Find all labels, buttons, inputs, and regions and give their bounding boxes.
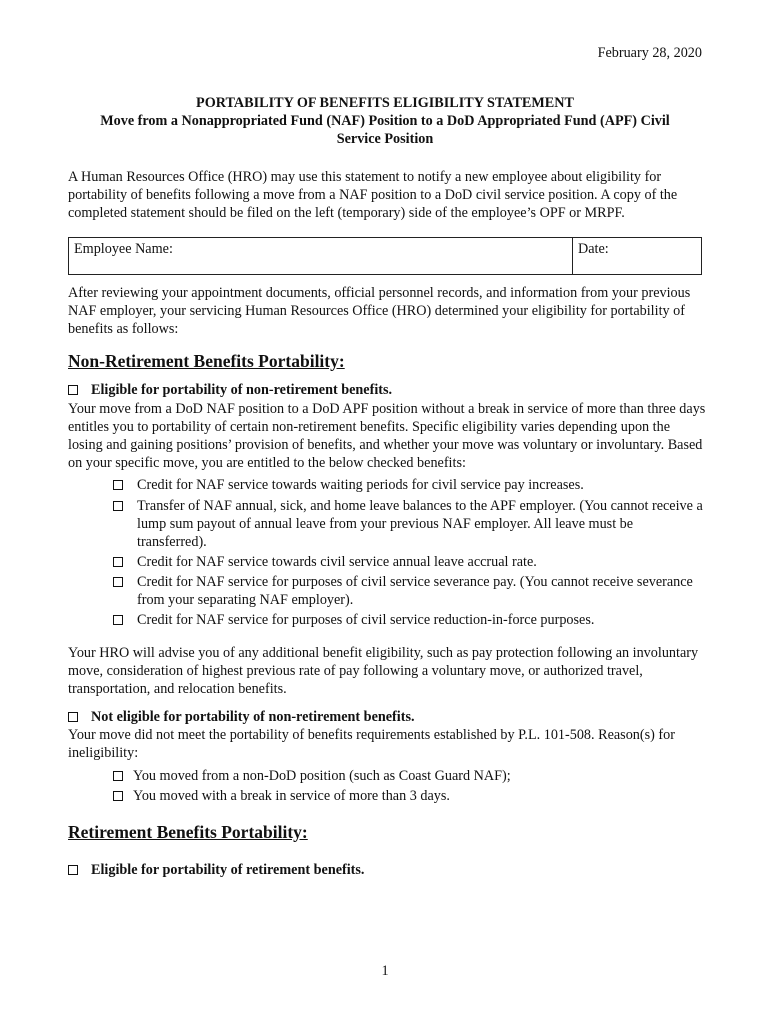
benefit-text: Credit for NAF service towards civil service annual leave accrual rate.: [137, 554, 537, 570]
non-retirement-eligible-option: [68, 381, 392, 399]
retirement-eligible-label: Eligible for portability of retirement benefits.: [91, 862, 365, 878]
retirement-heading: Retirement Benefits Portability:: [68, 822, 308, 842]
employee-date-field[interactable]: [573, 238, 701, 274]
benefit-text: Credit for NAF service towards waiting periods for civil service pay increases.: [137, 477, 584, 493]
retirement-eligible-checkbox[interactable]: [68, 865, 78, 875]
non-retirement-eligible-label: Eligible for portability of non-retirement benefits.: [91, 382, 393, 398]
document-title: [68, 94, 702, 148]
title-line-2: Move from a Nonappropriated Fund (NAF) Position to a DoD Appropriated Fund (APF) Civil: [100, 113, 670, 129]
benefit-item: [113, 553, 703, 571]
reason-checkbox[interactable]: [113, 791, 123, 801]
benefit-checkbox[interactable]: [113, 501, 123, 511]
benefit-checkbox[interactable]: [113, 577, 123, 587]
reason-item: [113, 787, 703, 805]
benefit-checkbox[interactable]: [113, 480, 123, 490]
employee-name-label: Employee Name:: [74, 241, 173, 257]
benefit-item: [113, 611, 703, 629]
non-retirement-heading: Non-Retirement Benefits Portability:: [68, 351, 345, 371]
after-review-paragraph: After reviewing your appointment documents, official personnel records, and information from your previous NAF employer, your servicing Human Resources Office (HRO) determined your eligibility for portability of benefits as follows:: [68, 285, 691, 337]
non-retirement-eligible-text: Your move from a DoD NAF position to a DoD APF position without a break in service of more than three days entitles you to portability of certain non-retirement benefits. Specific eligibility varies depending upon the losing and gaining positions’ provision of benefits, and whether your move was voluntary or involuntary. Based on your specific move, you are entitled to the below checked benefits:: [68, 401, 706, 471]
title-line-1: PORTABILITY OF BENEFITS ELIGIBILITY STATEMENT: [196, 95, 574, 111]
page-number: 1: [381, 963, 389, 979]
hro-advice-paragraph: Your HRO will advise you of any additional benefit eligibility, such as pay protection following an involuntary move, consideration of highest previous rate of pay following a voluntary move, or authorized travel, transportation, and relocation benefits.: [68, 645, 699, 697]
benefit-text: Credit for NAF service for purposes of civil service severance pay. (You cannot receive severance from your separating NAF employer).: [137, 574, 693, 608]
non-retirement-not-eligible-label: Not eligible for portability of non-retirement benefits.: [91, 709, 415, 725]
non-retirement-not-eligible-option: [68, 708, 415, 726]
retirement-eligible-option: [68, 861, 364, 879]
reason-text: You moved from a non-DoD position (such as Coast Guard NAF);: [133, 768, 511, 784]
employee-info-table: [68, 237, 702, 275]
reason-checkbox[interactable]: [113, 771, 123, 781]
not-eligible-text: Your move did not meet the portability of benefits requirements established by P.L. 101-508. Reason(s) for ineligibility:: [68, 727, 675, 761]
benefit-item: [113, 573, 703, 609]
benefit-checkbox[interactable]: [113, 557, 123, 567]
benefit-checkbox[interactable]: [113, 615, 123, 625]
employee-name-field[interactable]: [69, 238, 573, 274]
benefit-item: [113, 476, 703, 494]
non-retirement-not-eligible-checkbox[interactable]: [68, 712, 78, 722]
benefit-text: Credit for NAF service for purposes of civil service reduction-in-force purposes.: [137, 612, 595, 628]
non-retirement-eligible-checkbox[interactable]: [68, 385, 78, 395]
title-line-3: Service Position: [336, 131, 434, 147]
benefit-text: Transfer of NAF annual, sick, and home leave balances to the APF employer. (You cannot receive a lump sum payout of annual leave from your previous NAF employer. All leave must be transferred).: [137, 498, 703, 550]
intro-paragraph: A Human Resources Office (HRO) may use this statement to notify a new employee about eligibility for portability of benefits following a move from a NAF position to a DoD civil service position. A copy of the completed statement should be filed on the left (temporary) side of the employee’s OPF or MRPF.: [68, 169, 678, 221]
employee-date-label: Date:: [578, 241, 609, 257]
benefit-item: [113, 497, 703, 551]
reason-item: [113, 767, 703, 785]
reason-text: You moved with a break in service of more than 3 days.: [133, 788, 450, 804]
document-date: February 28, 2020: [597, 45, 702, 61]
